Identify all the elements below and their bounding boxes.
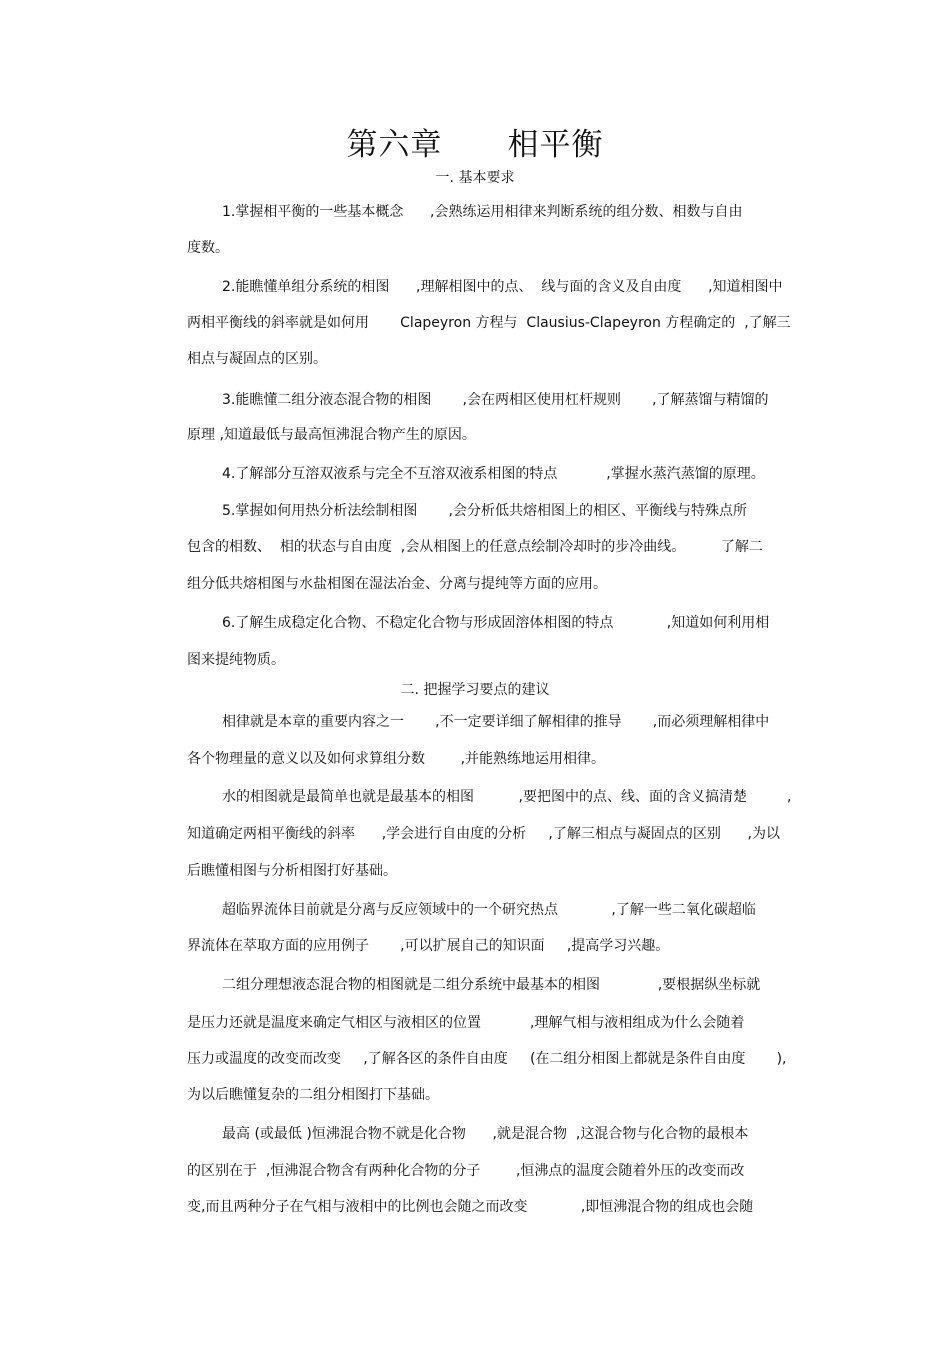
requirement-4-line-1: 4.了解部分互溶双液系与完全不互溶双液系相图的特点 ,掌握水蒸汽蒸馏的原理。 [222,466,765,482]
suggestion-2-line-2: 知道确定两相平衡线的斜率 ,学会进行自由度的分析 ,了解三相点与凝固点的区别 ,为以 [187,826,781,842]
suggestion-4-line-1: 二组分理想液态混合物的相图就是二组分系统中最基本的相图 ,要根据纵坐标就 [222,977,761,993]
requirement-5-line-2: 包含的相数、 相的状态与自由度 ,会从相图上的任意点绘制冷却时的步冷曲线。 了解二 [187,539,763,555]
suggestion-2-line-3: 后瞧懂相图与分析相图打好基础。 [187,863,397,879]
requirement-5-line-3: 组分低共熔相图与水盐相图在湿法冶金、分离与提纯等方面的应用。 [187,576,607,592]
suggestion-4-line-3: 压力或温度的改变而改变 ,了解各区的条件自由度 (在二组分相图上都就是条件自由度 ), [187,1051,787,1067]
requirement-2-line-1: 2.能瞧懂单组分系统的相图 ,理解相图中的点、 线与面的含义及自由度 ,知道相图中 [222,279,783,295]
requirement-1-line-1: 1.掌握相平衡的一些基本概念 ,会熟练运用相律来判断系统的组分数、相数与自由 [222,204,743,220]
section-heading-study-suggestions: 二. 把握学习要点的建议 [400,682,550,698]
requirement-2-line-2: 两相平衡线的斜率就是如何用 Clapeyron 方程与 Clausius-Clapeyron 方程确定的 ,了解三 [187,315,791,331]
section-heading-basic-requirements: 一. 基本要求 [435,170,515,186]
suggestion-5-line-2: 的区别在于 ,恒沸混合物含有两种化合物的分子 ,恒沸点的温度会随着外压的改变而改 [187,1163,745,1179]
suggestion-4-line-4: 为以后瞧懂复杂的二组分相图打下基础。 [187,1087,439,1103]
suggestion-5-line-3: 变,而且两种分子在气相与液相中的比例也会随之而改变 ,即恒沸混合物的组成也会随 [187,1199,754,1215]
suggestion-5-line-1: 最高 (或最低 )恒沸混合物不就是化合物 ,就是混合物 ,这混合物与化合物的最根本 [222,1126,749,1142]
requirement-3-line-2: 原理 ,知道最低与最高恒沸混合物产生的原因。 [187,427,476,443]
requirement-3-line-1: 3.能瞧懂二组分液态混合物的相图 ,会在两相区使用杠杆规则 ,了解蒸馏与精馏的 [222,392,769,408]
suggestion-2-line-1: 水的相图就是最简单也就是最基本的相图 ,要把图中的点、线、面的含义搞清楚 , [222,789,792,805]
suggestion-1-line-1: 相律就是本章的重要内容之一 ,不一定要详细了解相律的推导 ,而必须理解相律中 [222,714,770,730]
requirement-1-line-2: 度数。 [187,240,229,256]
requirement-5-line-1: 5.掌握如何用热分析法绘制相图 ,会分析低共熔相图上的相区、平衡线与特殊点所 [222,503,747,519]
requirement-2-line-3: 相点与凝固点的区别。 [187,351,327,367]
suggestion-3-line-1: 超临界流体目前就是分离与反应领域中的一个研究热点 ,了解一些二氧化碳超临 [222,902,756,918]
suggestion-4-line-2: 是压力还就是温度来确定气相区与液相区的位置 ,理解气相与液相组成为什么会随着 [187,1015,745,1031]
requirement-6-line-2: 图来提纯物质。 [187,652,285,668]
suggestion-1-line-2: 各个物理量的意义以及如何求算组分数 ,并能熟练地运用相律。 [187,751,606,767]
suggestion-3-line-2: 界流体在萃取方面的应用例子 ,可以扩展自己的知识面 ,提高学习兴趣。 [187,938,670,954]
requirement-6-line-1: 6.了解生成稳定化合物、不稳定化合物与形成固溶体相图的特点 ,知道如何利用相 [222,615,770,631]
chapter-title: 第六章 相平衡 [346,127,604,163]
